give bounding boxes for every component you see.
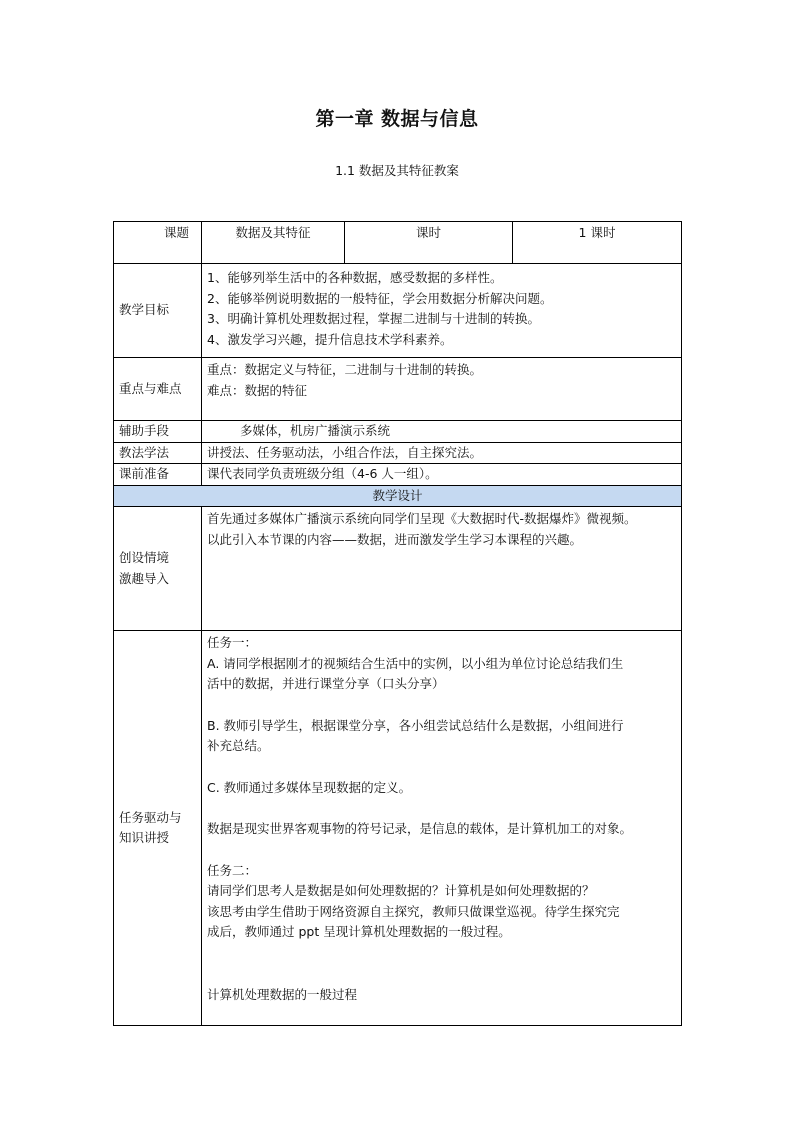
prep-value: 课代表同学负责班级分组（4-6 人一组）。 xyxy=(202,464,682,486)
task2-title: 任务二： xyxy=(207,862,258,878)
lesson-plan-table xyxy=(113,221,682,1026)
task2-line: 请同学们思考人是数据是如何处理数据的？计算机是如何处理数据的？ xyxy=(207,883,595,898)
row-goals xyxy=(114,264,682,358)
intro-label: 创设情境 激趣导入 xyxy=(114,507,202,631)
document-title: 第一章 数据与信息 xyxy=(315,108,479,130)
row-focus xyxy=(114,358,682,421)
aids-label: 辅助手段 xyxy=(114,421,202,443)
focus-difficulty: 难点：数据的特征 xyxy=(207,382,308,398)
goal-item: 1、能够列举生活中的各种数据，感受数据的多样性。 xyxy=(207,270,503,285)
row-intro xyxy=(114,507,682,631)
intro-content xyxy=(202,507,682,631)
document-subtitle: 1.1 数据及其特征教案 xyxy=(335,163,459,178)
topic-label: 课题 xyxy=(114,222,202,264)
goal-item: 3、明确计算机处理数据过程，掌握二进制与十进制的转换。 xyxy=(207,311,540,326)
hours-label: 课时 xyxy=(345,222,513,264)
intro-line: 以此引入本节课的内容——数据，进而激发学生学习本课程的兴趣。 xyxy=(207,531,583,547)
row-prep xyxy=(114,464,682,486)
task1-b-line: B. 教师引导学生，根据课堂分享，各小组尝试总结什么是数据，小组间进行 xyxy=(207,717,624,733)
row-topic xyxy=(114,222,682,264)
tasks-label: 任务驱动与 知识讲授 xyxy=(114,631,202,1026)
task1-c-line: C. 教师通过多媒体呈现数据的定义。 xyxy=(207,779,412,795)
topic-value: 数据及其特征 xyxy=(202,222,345,264)
goals-label: 教学目标 xyxy=(114,264,202,358)
process-title: 计算机处理数据的一般过程 xyxy=(207,986,358,1002)
task1-a-line: A. 请同学根据刚才的视频结合生活中的实例，以小组为单位讨论总结我们生 xyxy=(207,655,624,671)
task2-line: 该思考由学生借助于网络资源自主探究，教师只做课堂巡视。待学生探究完 xyxy=(207,903,620,919)
row-aids xyxy=(114,421,682,443)
data-definition: 数据是现实世界客观事物的符号记录，是信息的载体，是计算机加工的对象。 xyxy=(207,821,633,836)
task2-line: 成后，教师通过 ppt 呈现计算机处理数据的一般过程。 xyxy=(207,924,511,939)
row-section-header xyxy=(114,485,682,507)
goal-item: 2、能够举例说明数据的一般特征，学会用数据分析解决问题。 xyxy=(207,290,553,306)
row-methods xyxy=(114,442,682,464)
methods-label: 教法学法 xyxy=(114,442,202,464)
focus-content xyxy=(202,358,682,421)
focus-label: 重点与难点 xyxy=(114,358,202,421)
prep-label: 课前准备 xyxy=(114,464,202,486)
row-tasks xyxy=(114,631,682,1026)
goal-item: 4、激发学习兴趣，提升信息技术学科素养。 xyxy=(207,331,453,347)
methods-value: 讲授法、任务驱动法，小组合作法，自主探究法。 xyxy=(202,442,682,464)
section-header-teaching-design: 教学设计 xyxy=(114,485,682,507)
goals-content xyxy=(202,264,682,358)
hours-value: 1 课时 xyxy=(513,222,682,264)
task1-title: 任务一： xyxy=(207,635,258,650)
intro-line: 首先通过多媒体广播演示系统向同学们呈现《大数据时代-数据爆炸》微视频。 xyxy=(207,511,637,526)
focus-key-point: 重点：数据定义与特征，二进制与十进制的转换。 xyxy=(207,362,483,377)
task1-a-line: 活中的数据，并进行课堂分享（口头分享） xyxy=(207,676,445,691)
tasks-content xyxy=(202,631,682,1026)
aids-value: 多媒体，机房广播演示系统 xyxy=(202,421,682,443)
task1-b-line: 补充总结。 xyxy=(207,738,270,753)
